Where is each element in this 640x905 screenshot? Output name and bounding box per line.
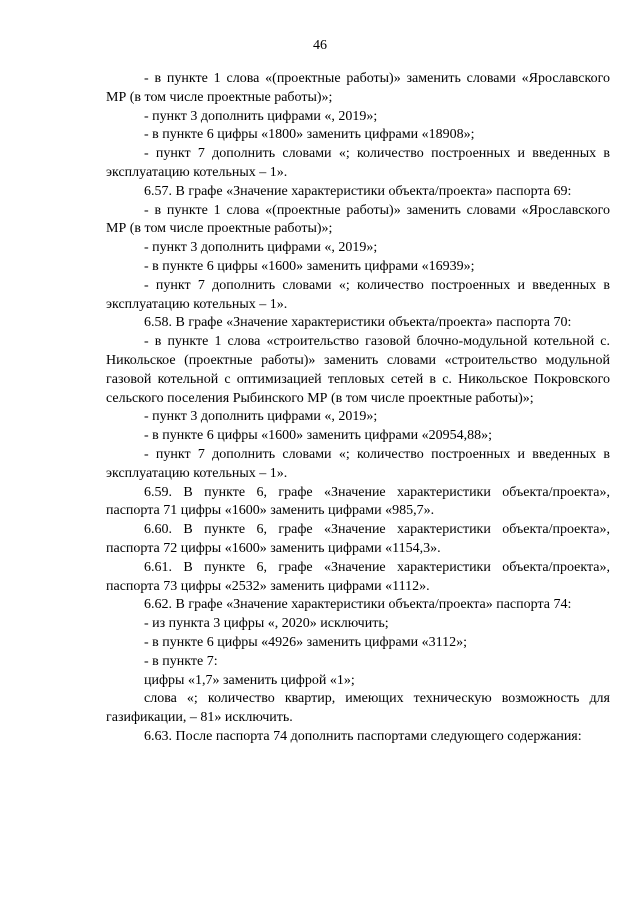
paragraph: цифры «1,7» заменить цифрой «1»; — [144, 672, 355, 688]
paragraph: - в пункте 6 цифры «1600» заменить цифрами «20954,88»; — [144, 428, 492, 444]
paragraph: - в пункте 6 цифры «1800» заменить цифрами «18908»; — [144, 127, 475, 143]
paragraph: - в пункте 7: — [144, 653, 218, 669]
paragraph: - пункт 3 дополнить цифрами «, 2019»; — [144, 409, 378, 425]
section-heading: 6.61. В пункте 6, графе «Значение характеристики объекта/проекта», паспорта 73 цифры «2532» заменить цифрами «1112». — [106, 559, 610, 594]
paragraph: - в пункте 1 слова «(проектные работы)» заменить словами «Ярославского МР (в том числе проектные работы)»; — [106, 71, 610, 105]
page-number: 46 — [313, 38, 327, 53]
paragraph: - в пункте 6 цифры «1600» заменить цифрами «16939»; — [144, 258, 475, 274]
section-heading: 6.63. После паспорта 74 дополнить паспортами следующего содержания: — [144, 728, 582, 744]
paragraph: - пункт 7 дополнить словами «; количество построенных и введенных в эксплуатацию котельных – 1». — [106, 446, 610, 481]
document-body — [106, 70, 610, 747]
section-heading: 6.58. В графе «Значение характеристики объекта/проекта» паспорта 70: — [144, 315, 572, 331]
paragraph: - пункт 7 дополнить словами «; количество построенных и введенных в эксплуатацию котельных – 1». — [106, 277, 610, 312]
section-heading: 6.60. В пункте 6, графе «Значение характеристики объекта/проекта», паспорта 72 цифры «1600» заменить цифрами «1154,3». — [106, 522, 610, 556]
paragraph: - пункт 3 дополнить цифрами «, 2019»; — [144, 240, 378, 256]
paragraph: - из пункта 3 цифры «, 2020» исключить; — [144, 616, 389, 632]
paragraph: - в пункте 1 слова «строительство газовой блочно-модульной котельной с. Никольское (проектные работы)» заменить словами «строительство модульной газовой котельной с оптимизацией тепловых сетей в с. Никольское Покровского сельского поселения Рыбинского МР (в том числе проектные работы)»; — [106, 334, 610, 406]
section-heading: 6.62. В графе «Значение характеристики объекта/проекта» паспорта 74: — [144, 597, 572, 613]
paragraph: слова «; количество квартир, имеющих техническую возможность для газификации, – 81» исключить. — [106, 691, 610, 726]
section-heading: 6.57. В графе «Значение характеристики объекта/проекта» паспорта 69: — [144, 183, 572, 199]
section-heading: 6.59. В пункте 6, графе «Значение характеристики объекта/проекта», паспорта 71 цифры «1600» заменить цифрами «985,7». — [106, 484, 610, 519]
paragraph: - в пункте 6 цифры «4926» заменить цифрами «3112»; — [144, 634, 467, 650]
paragraph: - пункт 7 дополнить словами «; количество построенных и введенных в эксплуатацию котельных – 1». — [106, 146, 610, 180]
paragraph: - пункт 3 дополнить цифрами «, 2019»; — [144, 108, 378, 124]
paragraph: - в пункте 1 слова «(проектные работы)» заменить словами «Ярославского МР (в том числе проектные работы)»; — [106, 202, 610, 237]
